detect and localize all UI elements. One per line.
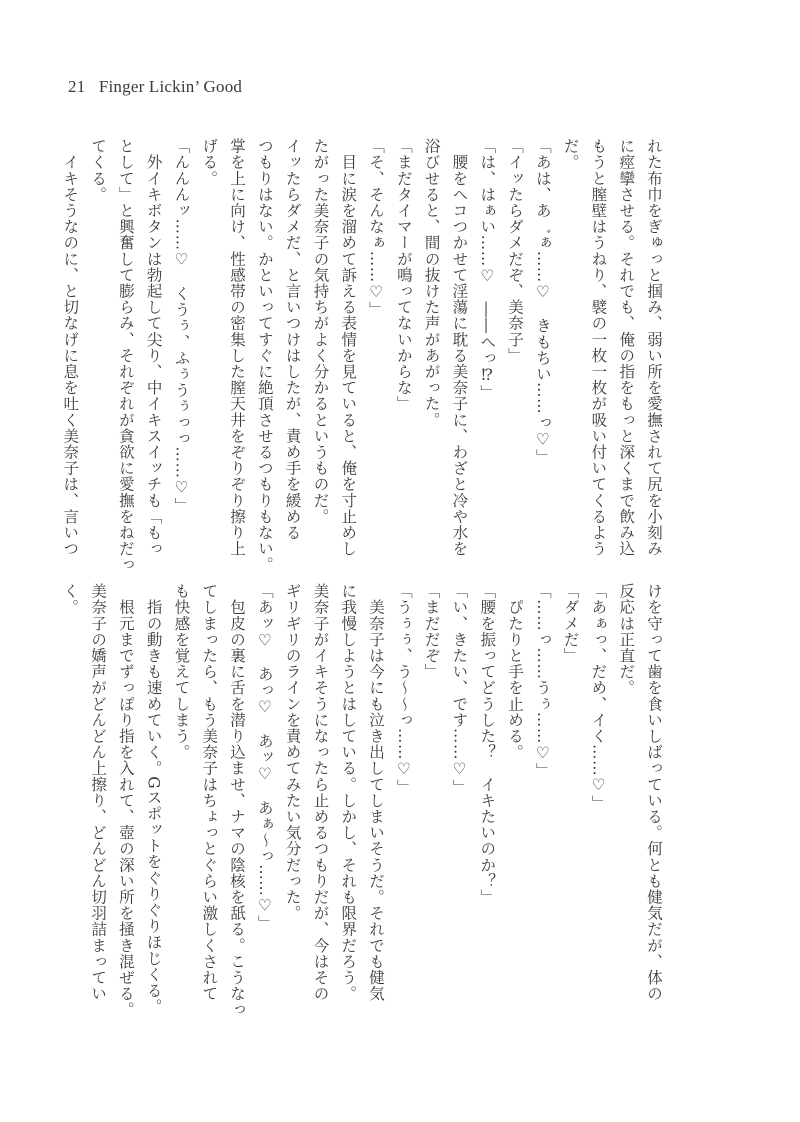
text-line: 外イキボタンは勃起して尖り、中イキスイッチも「もっ bbox=[144, 138, 163, 557]
text-line: 反応は正直だ。 bbox=[617, 583, 636, 696]
text-line: 掌を上に向け、性感帯の密集した膣天井をぞりぞり擦り上 bbox=[228, 138, 247, 557]
text-line: 「うぅぅ、う〜〜っ……♡」 bbox=[394, 583, 413, 795]
text-block-bottom bbox=[61, 583, 667, 1018]
text-line: てしまったら、もう美奈子はちょっとぐらい激しくされて bbox=[200, 583, 219, 1002]
text-line: に我慢しようとはしている。しかし、それも限界だろう。 bbox=[339, 583, 358, 1002]
text-line: 「あぁっ、だめ、イく……♡」 bbox=[589, 583, 608, 811]
text-line: 「そ、そんなぁ……♡」 bbox=[367, 138, 386, 318]
text-line: 「腰を振ってどうした？ イキたいのか？」 bbox=[478, 583, 497, 905]
text-line: たがった美奈子の気持ちがよく分かるというものだ。 bbox=[311, 138, 330, 525]
text-line: も快感を覚えてしまう。 bbox=[172, 583, 191, 761]
text-line: く。 bbox=[61, 583, 80, 616]
text-line: れた布巾をぎゅっと掴み、弱い所を愛撫されて尻を小刻み bbox=[645, 138, 663, 557]
text-line: 包皮の裏に舌を潜り込ませ、ナマの陰核を舐る。こうなっ bbox=[228, 583, 247, 1018]
running-title: Finger Lickin’ Good bbox=[98, 77, 243, 96]
text-line: として」と興奮して膨らみ、それぞれが貪欲に愛撫をねだっ bbox=[116, 138, 135, 573]
text-line: 「あッ♡ あっ♡ あッ♡ あぁ〜っ……♡」 bbox=[255, 583, 274, 932]
text-line: 浴びせると、間の抜けた声があがった。 bbox=[422, 138, 441, 428]
text-line: ギリギリのラインを責めてみたい気分だった。 bbox=[283, 583, 302, 922]
text-line: 「は、はぁい……♡ ――へっ⁉」 bbox=[478, 138, 497, 401]
text-line: に痙攣させる。それでも、俺の指をもっと深くまで飲み込 bbox=[617, 138, 636, 557]
text-line: 根元までずっぽり指を入れて、壺の深い所を掻き混ぜる。 bbox=[116, 583, 135, 1018]
text-line: もうと膣壁はうねり、襞の一枚一枚が吸い付いてくるよう bbox=[589, 138, 608, 557]
text-line: 美奈子がイキそうになったら止めるつもりだが、今はその bbox=[311, 583, 330, 1002]
text-line: ぴたりと手を止める。 bbox=[506, 583, 525, 761]
text-line: けを守って歯を食いしばっている。何とも健気だが、体の bbox=[645, 583, 663, 1002]
text-line: 「……っ……うぅ……♡」 bbox=[533, 583, 552, 779]
text-line: だ。 bbox=[561, 138, 580, 171]
text-line: 「あは、あ゛ぁ……♡ きもちい……っ♡」 bbox=[533, 138, 552, 465]
text-line: 「ダメだ」 bbox=[561, 583, 580, 664]
text-line: 目に涙を溜めて訴える表情を見ていると、俺を寸止めし bbox=[339, 138, 358, 557]
running-header bbox=[68, 77, 242, 97]
text-line: 美奈子の嬌声がどんどん上擦り、どんどん切羽詰まってい bbox=[89, 583, 108, 1002]
text-line: イキそうなのに、と切なげに息を吐く美奈子は、言いつ bbox=[61, 138, 80, 557]
text-line: 「イッたらダメだぞ、美奈子」 bbox=[506, 138, 525, 364]
text-line: つもりはない。かといってすぐに絶頂させるつもりもない。 bbox=[255, 138, 274, 573]
text-line: 「まだタイマーが鳴ってないからな」 bbox=[394, 138, 413, 412]
text-line: 腰をヘコつかせて淫蕩に耽る美奈子に、わざと冷や水を bbox=[450, 138, 469, 557]
text-line: てくる。 bbox=[89, 138, 108, 203]
text-line: イッたらダメだ、と言いつけはしたが、責め手を緩める bbox=[283, 138, 302, 541]
text-line: 「まだだぞ」 bbox=[422, 583, 441, 680]
text-line: 美奈子は今にも泣き出してしまいそうだ。それでも健気 bbox=[367, 583, 386, 1002]
text-line: げる。 bbox=[200, 138, 219, 187]
text-line: 「い、きたい、です……♡」 bbox=[450, 583, 469, 795]
page-number: 21 bbox=[68, 77, 86, 96]
text-block-top bbox=[61, 138, 667, 573]
text-line: 指の動きも速めていく。Gスポットをぐりぐりほじくる。 bbox=[144, 583, 163, 1015]
text-line: 「んんんッ……♡ くうぅ、ふぅうぅっっ……♡」 bbox=[172, 138, 191, 514]
